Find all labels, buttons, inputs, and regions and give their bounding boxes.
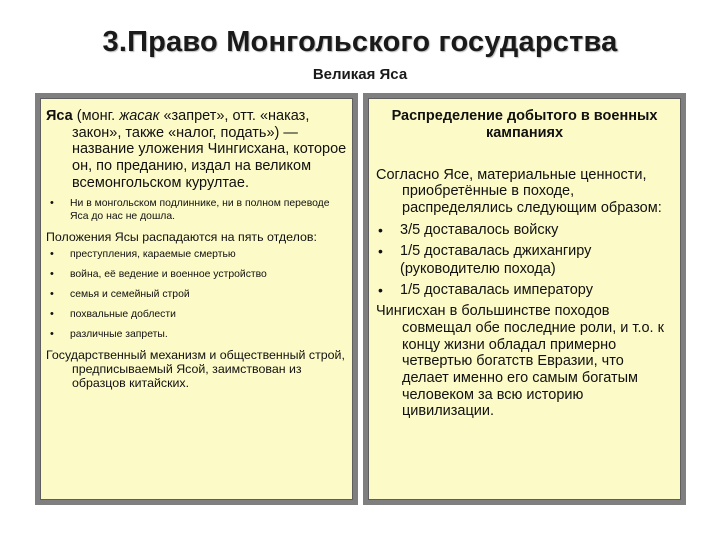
list-item [376, 243, 673, 278]
bullet-icon: • [50, 327, 54, 340]
bullet-icon: • [378, 221, 383, 238]
list-item [46, 328, 347, 341]
distribution-intro: Согласно Ясе, материальные ценности, приобретённые в походе, распределялись следующим образом: [376, 166, 662, 217]
list-item-text: похвальные доблести [70, 308, 176, 320]
slide-title: 3.Право Монгольского государства [102, 26, 618, 58]
list-item [46, 288, 347, 301]
bullet-icon: • [378, 281, 383, 298]
bullet-icon: • [50, 247, 54, 260]
yasa-term: Яса [46, 108, 73, 124]
provisions-heading: Положения Ясы распадаются на пять отделов: [46, 230, 317, 245]
provisions-list [46, 248, 347, 341]
conclusion-text: Государственный механизм и общественный строй, предписываемый Ясой, заимствован из образцов китайских. [46, 347, 345, 391]
bullet-icon: • [50, 307, 54, 320]
list-item [376, 282, 673, 299]
distribution-conclusion: Чингисхан в большинстве походов совмещал обе последние роли, и т.о. к концу жизни обладал примерно четвертью богатств Евразии, что делает именно его самым богатым человеком за всю историю цивилизации. [376, 303, 664, 420]
list-item-text: 3/5 доставалось войску [400, 221, 559, 238]
list-item-text: 1/5 доставалась джихангиру (руководителю похода) [400, 243, 592, 277]
note-list [46, 197, 347, 223]
shares-list [376, 222, 673, 300]
definition-italic: жасак [119, 108, 160, 124]
list-item [46, 248, 347, 261]
yasa-definition [46, 108, 347, 191]
list-item [46, 268, 347, 281]
list-item [46, 308, 347, 321]
bullet-icon: • [50, 267, 54, 280]
left-panel [35, 93, 358, 505]
list-item [376, 222, 673, 239]
right-panel [363, 93, 686, 505]
list-item-text: семья и семейный строй [70, 288, 190, 300]
definition-part2: «запрет», отт. «наказ, закон», также «налог, подать») — название уложения Чингисхана, которое он, по преданию, издал на великом всемонгольском курултае. [72, 108, 347, 191]
bullet-icon: • [378, 243, 383, 260]
list-item [46, 197, 347, 223]
list-item-text: 1/5 доставалась императору [400, 281, 593, 298]
list-item-text: различные запреты. [70, 328, 168, 340]
list-item-text: преступления, караемые смертью [70, 248, 236, 260]
list-item-text: война, её ведение и военное устройство [70, 268, 267, 280]
bullet-icon: • [50, 197, 54, 210]
distribution-heading: Распределение добытого в военных кампаниях [391, 108, 658, 142]
definition-part1: (монг. [72, 108, 120, 124]
note-text: Ни в монгольском подлиннике, ни в полном переводе Яса до нас не дошла. [70, 198, 330, 223]
bullet-icon: • [50, 287, 54, 300]
slide-subtitle: Великая Яса [312, 66, 408, 83]
